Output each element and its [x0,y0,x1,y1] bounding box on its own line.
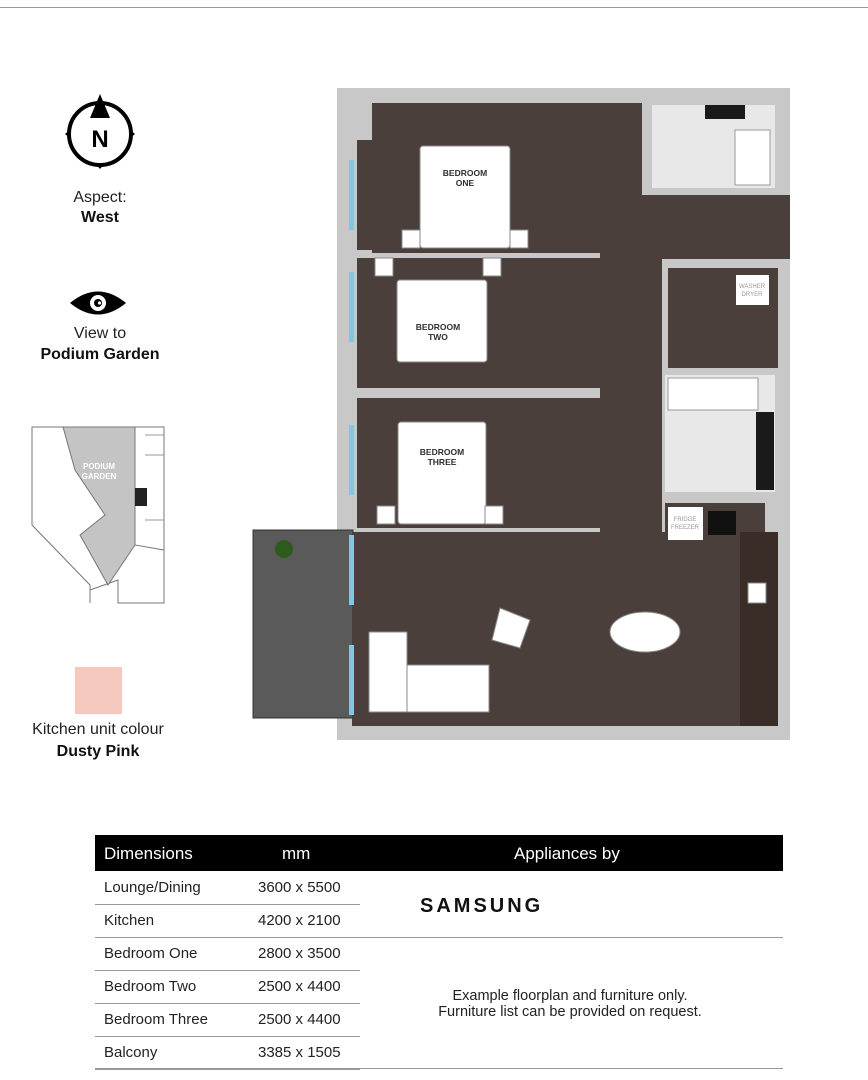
room-size: 2500 x 4400 [258,978,341,995]
dimensions-table [95,835,783,871]
table-row [95,904,360,938]
table-divider [95,937,783,938]
room-name: Kitchen [104,912,155,929]
bathtub [668,378,758,410]
room-size: 3385 x 1505 [258,1044,341,1061]
bedroom-three-label-2: THREE [427,457,457,467]
room-name: Bedroom Two [104,978,197,995]
washer-dryer [736,275,769,305]
table-row [95,871,360,905]
kitchen-colour-value: Dusty Pink [56,743,140,760]
hob [708,511,736,535]
note-line-2: Furniture list can be provided on request. [438,1004,702,1020]
table-bottom [95,1068,783,1069]
room-name: Bedroom Three [104,1011,208,1028]
svg-text:N: N [91,126,109,153]
header-dimensions: Dimensions [104,844,193,863]
header-appliances: Appliances by [514,844,620,863]
room-name: Bedroom One [104,945,198,962]
fridge-label-2: FREEZER [670,525,700,531]
view-value: Podium Garden [40,346,160,363]
plant-icon [275,540,293,558]
samsung-logo: SAMSUNG [420,895,544,917]
washer-label-2: DRYER [741,292,763,298]
fridge-label-1: FRIDGE [673,517,697,523]
room-name: Balcony [104,1044,158,1061]
balcony [253,530,353,718]
bedroom-three-label-1: BEDROOM [419,447,465,457]
shower [735,130,770,185]
room-size: 2500 x 4400 [258,1011,341,1028]
bedroom-two-label-2: TWO [428,332,448,342]
kitchen-counter [740,532,778,726]
room-size: 2800 x 3500 [258,945,341,962]
room-size: 4200 x 2100 [258,912,341,929]
table-row [95,1003,360,1037]
table-row [95,970,360,1004]
bedroom-one-label-1: BEDROOM [442,168,488,178]
kitchen-colour-label: Kitchen unit colour [32,721,164,738]
disclaimer-note [400,988,740,1020]
table-header [95,835,783,871]
fridge-freezer [668,507,703,540]
header-mm: mm [282,844,311,863]
room-size: 3600 x 5500 [258,879,341,896]
view-label: View to [73,325,127,342]
note-line-1: Example floorplan and furniture only. [452,988,688,1004]
washer-label-1: WASHER [738,284,766,290]
bedroom-two-label-1: BEDROOM [415,322,461,332]
podium-garden-label: PODIUM GARDEN [81,462,117,481]
bedroom-one-label-2: ONE [455,178,475,188]
table-row [95,937,360,971]
room-name: Lounge/Dining [104,879,201,896]
table-row [95,1036,360,1070]
aspect-value: West [81,209,119,226]
aspect-label: Aspect: [73,189,127,206]
